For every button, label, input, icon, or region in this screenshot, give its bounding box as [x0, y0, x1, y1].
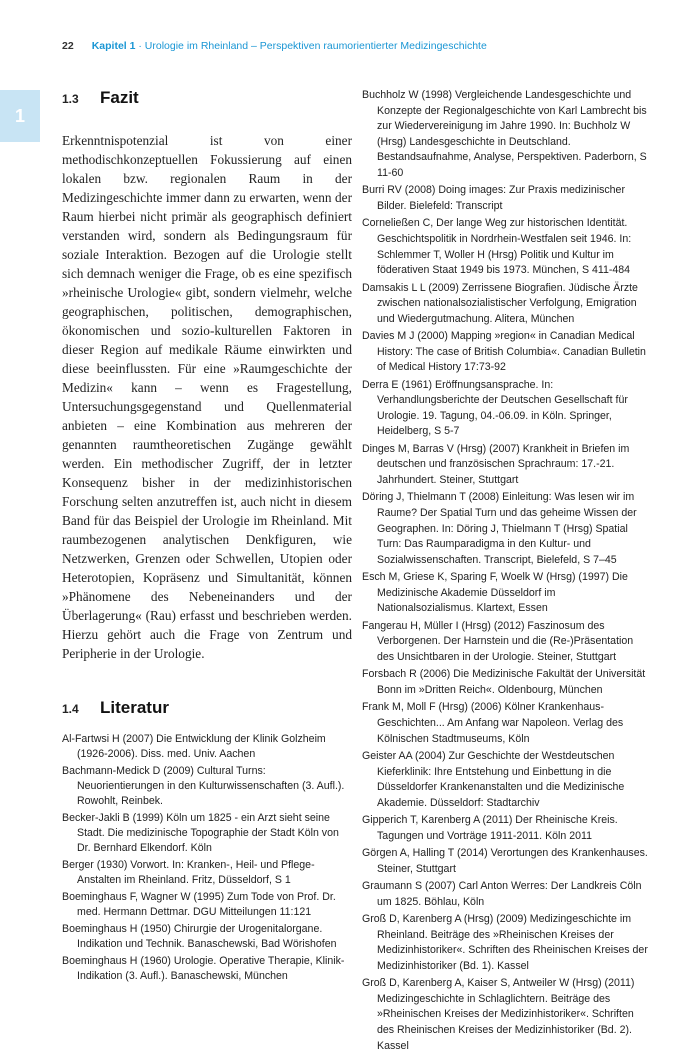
reference-list-left [62, 732, 352, 984]
reference-entry: Bachmann-Medick D (2009) Cultural Turns: Neuorientierungen in den Kulturwissenschaften (3. Aufl.). Rowohlt, Reinbek. [62, 764, 345, 808]
reference-entry: Fangerau H, Müller I (Hrsg) (2012) Faszinosum des Verborgenen. Der Harnstein und die (Re-)Präsentation des Unsichtbaren in der Urologie. Steiner, Stuttgart [362, 619, 634, 663]
reference-entry: Buchholz W (1998) Vergleichende Landesgeschichte und Konzepte der Regionalgeschichte von Karl Lambrecht bis zur Wiedervereinigung im Jahre 1990. In: Buchholz W (Hrsg) Landesgeschichte in Deutschland. Bestandsaufnahme, Analyse, Perspektiven. Paderborn, S 11-60 [362, 89, 647, 179]
section-heading-literatur [62, 698, 352, 718]
reference-entry: Groß D, Karenberg A, Kaiser S, Antweiler W (Hrsg) (2011) Medizingeschichte in Schlaglichtern. Beiträge des »Rheinischen Kreises der Medizinhistoriker«. Schriften des Rheinischen Kreises der Medizinhistoriker (Bd. 2). Kassel [362, 977, 635, 1052]
section-title: Fazit [100, 88, 139, 107]
reference-entry: Frank M, Moll F (Hrsg) (2006) Kölner Krankenhaus-Geschichten... Am Anfang war Napoleon. Verlag des Kölnischen Stadtmuseums, Köln [362, 701, 624, 745]
section-heading-fazit [62, 88, 352, 108]
reference-entry: Geister AA (2004) Zur Geschichte der Westdeutschen Kieferklinik: Ihre Entstehung und Einbettung in die Düsseldorfer Krankenanstalten und die Medizinische Akademie. Düsseldorf: Stadtarchiv [362, 749, 625, 809]
reference-entry: Al-Fartwsi H (2007) Die Entwicklung der Klinik Golzheim (1926-2006). Diss. med. Univ. Aachen [62, 733, 326, 761]
section-number: 1.4 [62, 702, 79, 716]
page-number: 22 [62, 40, 74, 52]
left-column [62, 88, 352, 986]
reference-entry: Döring J, Thielmann T (2008) Einleitung: Was lesen wir im Raume? Der Spatial Turn und das geheime Wissen der Geographen. In: Döring J, Thielmann T (Hrsg) Spatial Turn: Das Raumparadigma in den Kultur- und Sozialwissenschaften. Transcript, Bielefeld, S 7–45 [362, 491, 637, 566]
reference-entry: Groß D, Karenberg A (Hrsg) (2009) Medizingeschichte im Rheinland. Beiträge des »Rheinischen Kreises der Medizinhistoriker«. Schriften des Rheinischen Kreises der Medizinhistoriker (Bd. 1). Kassel [362, 913, 648, 972]
reference-entry: Graumann S (2007) Carl Anton Werres: Der Landkreis Cöln um 1825. Böhlau, Köln [362, 880, 642, 908]
reference-entry: Derra E (1961) Eröffnungsansprache. In: Verhandlungsberichte der Deutschen Gesellschaft für Urologie. 19. Tagung, 04.-06.09. in Köln. Springer, Heidelberg, S 5-7 [362, 378, 628, 438]
chapter-side-tab-label: 1 [14, 105, 25, 126]
reference-entry: Boeminghaus H (1960) Urologie. Operative Therapie, Klinik-Indikation (3. Aufl.). Banaschewski, München [62, 954, 345, 983]
reference-entry: Dinges M, Barras V (Hrsg) (2007) Krankheit in Briefen im deutschen und französischen Sprachraum: 17.-21. Jahrhundert. Steiner, Stuttgart [362, 442, 630, 487]
reference-entry: Boeminghaus H (1950) Chirurgie der Urogenitalorgane. Indikation und Technik. Banaschewski, Bad Wörishofen [62, 922, 337, 951]
reference-entry: Burri RV (2008) Doing images: Zur Praxis medizinischer Bilder. Bielefeld: Transcript [362, 184, 625, 212]
reference-entry: Gipperich T, Karenberg A (2011) Der Rheinische Kreis. Tagungen und Vorträge 1911-2011. Köln 2011 [362, 814, 618, 842]
reference-entry: Berger (1930) Vorwort. In: Kranken-, Heil- und Pflege-Anstalten im Rheinland. Fritz, Düsseldorf, S 1 [62, 859, 315, 887]
reference-entry: Esch M, Griese K, Sparing F, Woelk W (Hrsg) (1997) Die Medizinische Akademie Düsseldorf im Nationalsozialismus. Klartext, Essen [362, 571, 628, 615]
reference-entry: Davies M J (2000) Mapping »region« in Canadian Medical History: The case of British Columbia«. Canadian Bulletin of Medical History 17:73-92 [362, 330, 646, 374]
chapter-title: Urologie im Rheinland – Perspektiven raumorientierter Medizingeschichte [144, 40, 487, 52]
reference-entry: Becker-Jakli B (1999) Köln um 1825 - ein Arzt sieht seine Stadt. Die medizinische Topographie der Stadt Köln von Dr. Bernhard Elkendorf. Köln [62, 812, 339, 855]
header-separator: · [135, 40, 145, 52]
reference-entry: Forsbach R (2006) Die Medizinische Fakultät der Universität Bonn im »Dritten Reich«. Oldenbourg, München [362, 668, 646, 696]
reference-entry: Görgen A, Halling T (2014) Verortungen des Krankenhauses. Steiner, Stuttgart [362, 847, 648, 875]
right-column [362, 88, 652, 1056]
reference-entry: Boeminghaus F, Wagner W (1995) Zum Tode von Prof. Dr. med. Hermann Dettmar. DGU Mitteilungen 11:121 [62, 891, 336, 919]
chapter-label: Kapitel 1 [91, 40, 136, 52]
section-title: Literatur [100, 698, 169, 717]
reference-entry: Damsakis L L (2009) Zerrissene Biografien. Jüdische Ärzte zwischen nationalsozialistischer Verfolgung, Emigration und Wiedergutmachung. Alitera, München [362, 281, 638, 325]
section-number: 1.3 [62, 92, 79, 106]
reference-entry: Corneließen C, Der lange Weg zur historischen Identität. Geschichtspolitik in Nordrhein-Westfalen seit 1946. In: Schlemmer T, Woller H (Hrsg) Politik und Kultur im föderativen Staat 1949 bis 1973. München, S 411-484 [362, 217, 632, 277]
chapter-side-tab [0, 90, 40, 142]
fazit-paragraph: Erkenntnispotenzial ist von einer methodischkonzeptuellen Fokussierung auf einen lokalen bzw. regionalen Raum in der Medizingeschichte immer dann zu erwarten, wenn der Raum hierbei nicht primär als geographisch definiert verstanden wird, sondern als Bedingungsraum für soziale Interaktion. Bezogen auf die Urologie stellt sich demnach weniger die Frage, ob es eine spezifisch »rheinische Urologie« gibt, sondern vielmehr, welche geographischen, politischen, demographischen, ökonomischen und sozio-kulturellen Faktoren in dieser Region auf medikale Räume einwirkten und diese beeinflussten. Für eine »Raumgeschichte der Medizin« kann – wenn es Fragestellung, Untersuchungsgegenstand und Quellenmaterial anbieten – eine Kombination aus mehreren der genannten raumtheoretischen Zugänge gewählt werden. Ein methodischer Zugriff, der in letzter Konsequenz bisher in der medizinhistorischen Forschung selten anzutreffen ist, auch nicht in diesem Band für das Beispiel der Urologie im Rheinland. Mit raumbezogenen analytischen Denkfiguren, wie Netzwerken, Grenzen oder Schwellen, Utopien oder Heterotopien, Kopräsenz und Simultanität, können »Phänomene des Nebeneinanders und der Überlagerung« (Rau) erfasst und beschrieben werden. Hierzu gehört auch die Frage von Zentrum und Peripherie in der Urologie. [62, 133, 352, 661]
reference-list-right [362, 88, 652, 1054]
running-header [62, 40, 680, 52]
